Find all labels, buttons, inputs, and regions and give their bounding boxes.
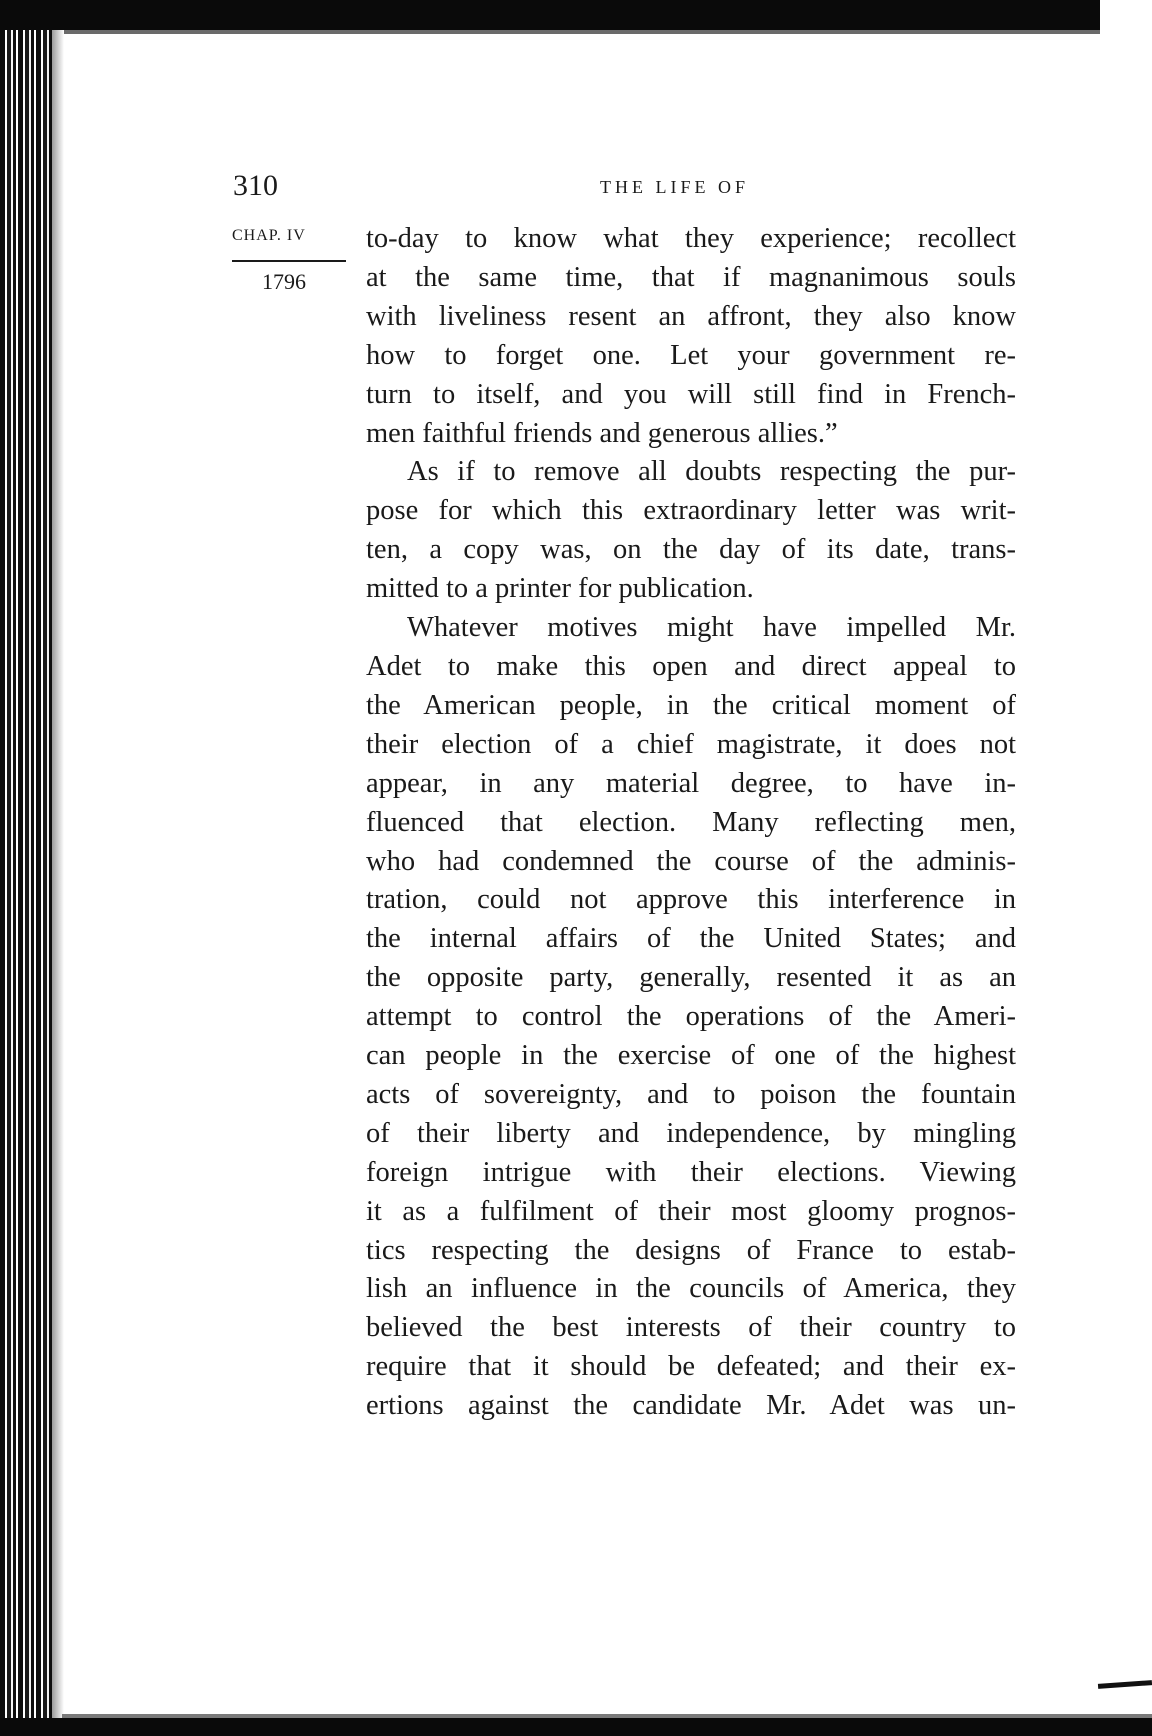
page-number: 310 bbox=[233, 169, 278, 202]
text-line: the opposite party, generally, resented it as an bbox=[366, 962, 1016, 994]
text-line: tration, could not approve this interference in bbox=[366, 884, 1016, 916]
text-line: of their liberty and independence, by mingling bbox=[366, 1117, 1016, 1149]
margin-year: 1796 bbox=[262, 269, 306, 294]
text-line: men faithful friends and generous allies.” bbox=[366, 417, 838, 449]
text-line: it as a fulfilment of their most gloomy prognos- bbox=[366, 1195, 1016, 1227]
scan-spine-shadow bbox=[52, 30, 64, 1736]
text-line: the American people, in the critical moment of bbox=[366, 689, 1016, 721]
text-line: As if to remove all doubts respecting the pur- bbox=[407, 456, 1016, 488]
text-line: turn to itself, and you will still find in French- bbox=[366, 378, 1016, 410]
text-line: who had condemned the course of the adminis- bbox=[366, 845, 1016, 877]
text-line: acts of sovereignty, and to poison the fountain bbox=[366, 1078, 1016, 1110]
scan-page-edge-mark bbox=[1098, 1680, 1152, 1689]
text-line: Adet to make this open and direct appeal to bbox=[366, 650, 1016, 682]
text-line: Whatever motives might have impelled Mr. bbox=[407, 612, 1016, 644]
text-line: attempt to control the operations of the Ameri- bbox=[366, 1001, 1016, 1033]
text-line: ten, a copy was, on the day of its date, trans- bbox=[366, 534, 1016, 566]
text-line: with liveliness resent an affront, they also know bbox=[366, 300, 1016, 332]
text-line: ertions against the candidate Mr. Adet was un- bbox=[366, 1390, 1016, 1422]
scan-border-top-edge bbox=[0, 30, 1100, 34]
text-line: tics respecting the designs of France to estab- bbox=[366, 1234, 1016, 1266]
text-line: require that it should be defeated; and their ex- bbox=[366, 1351, 1016, 1383]
text-line: lish an influence in the councils of America, they bbox=[366, 1273, 1016, 1305]
text-line: to-day to know what they experience; recollect bbox=[366, 223, 1016, 254]
text-line: mitted to a printer for publication. bbox=[366, 573, 754, 605]
scan-border-top bbox=[0, 0, 1100, 30]
text-line: their election of a chief magistrate, it does not bbox=[366, 728, 1016, 760]
margin-rule bbox=[232, 260, 346, 262]
text-line: foreign intrigue with their elections. Viewing bbox=[366, 1156, 1016, 1188]
text-line: at the same time, that if magnanimous souls bbox=[366, 261, 1016, 293]
margin-chapter-label: CHAP. IV bbox=[232, 227, 306, 244]
text-line: can people in the exercise of one of the highest bbox=[366, 1040, 1016, 1072]
running-head: THE LIFE OF bbox=[600, 177, 749, 197]
scan-border-bottom bbox=[0, 1718, 1152, 1736]
text-line: fluenced that election. Many reflecting men, bbox=[366, 806, 1016, 838]
text-line: believed the best interests of their country to bbox=[366, 1312, 1016, 1344]
text-line: appear, in any material degree, to have in- bbox=[366, 767, 1016, 799]
text-line: the internal affairs of the United States; and bbox=[366, 923, 1016, 955]
body-text bbox=[366, 220, 1016, 1426]
text-line: pose for which this extraordinary letter was writ- bbox=[366, 495, 1016, 527]
text-line: how to forget one. Let your government re- bbox=[366, 339, 1016, 371]
